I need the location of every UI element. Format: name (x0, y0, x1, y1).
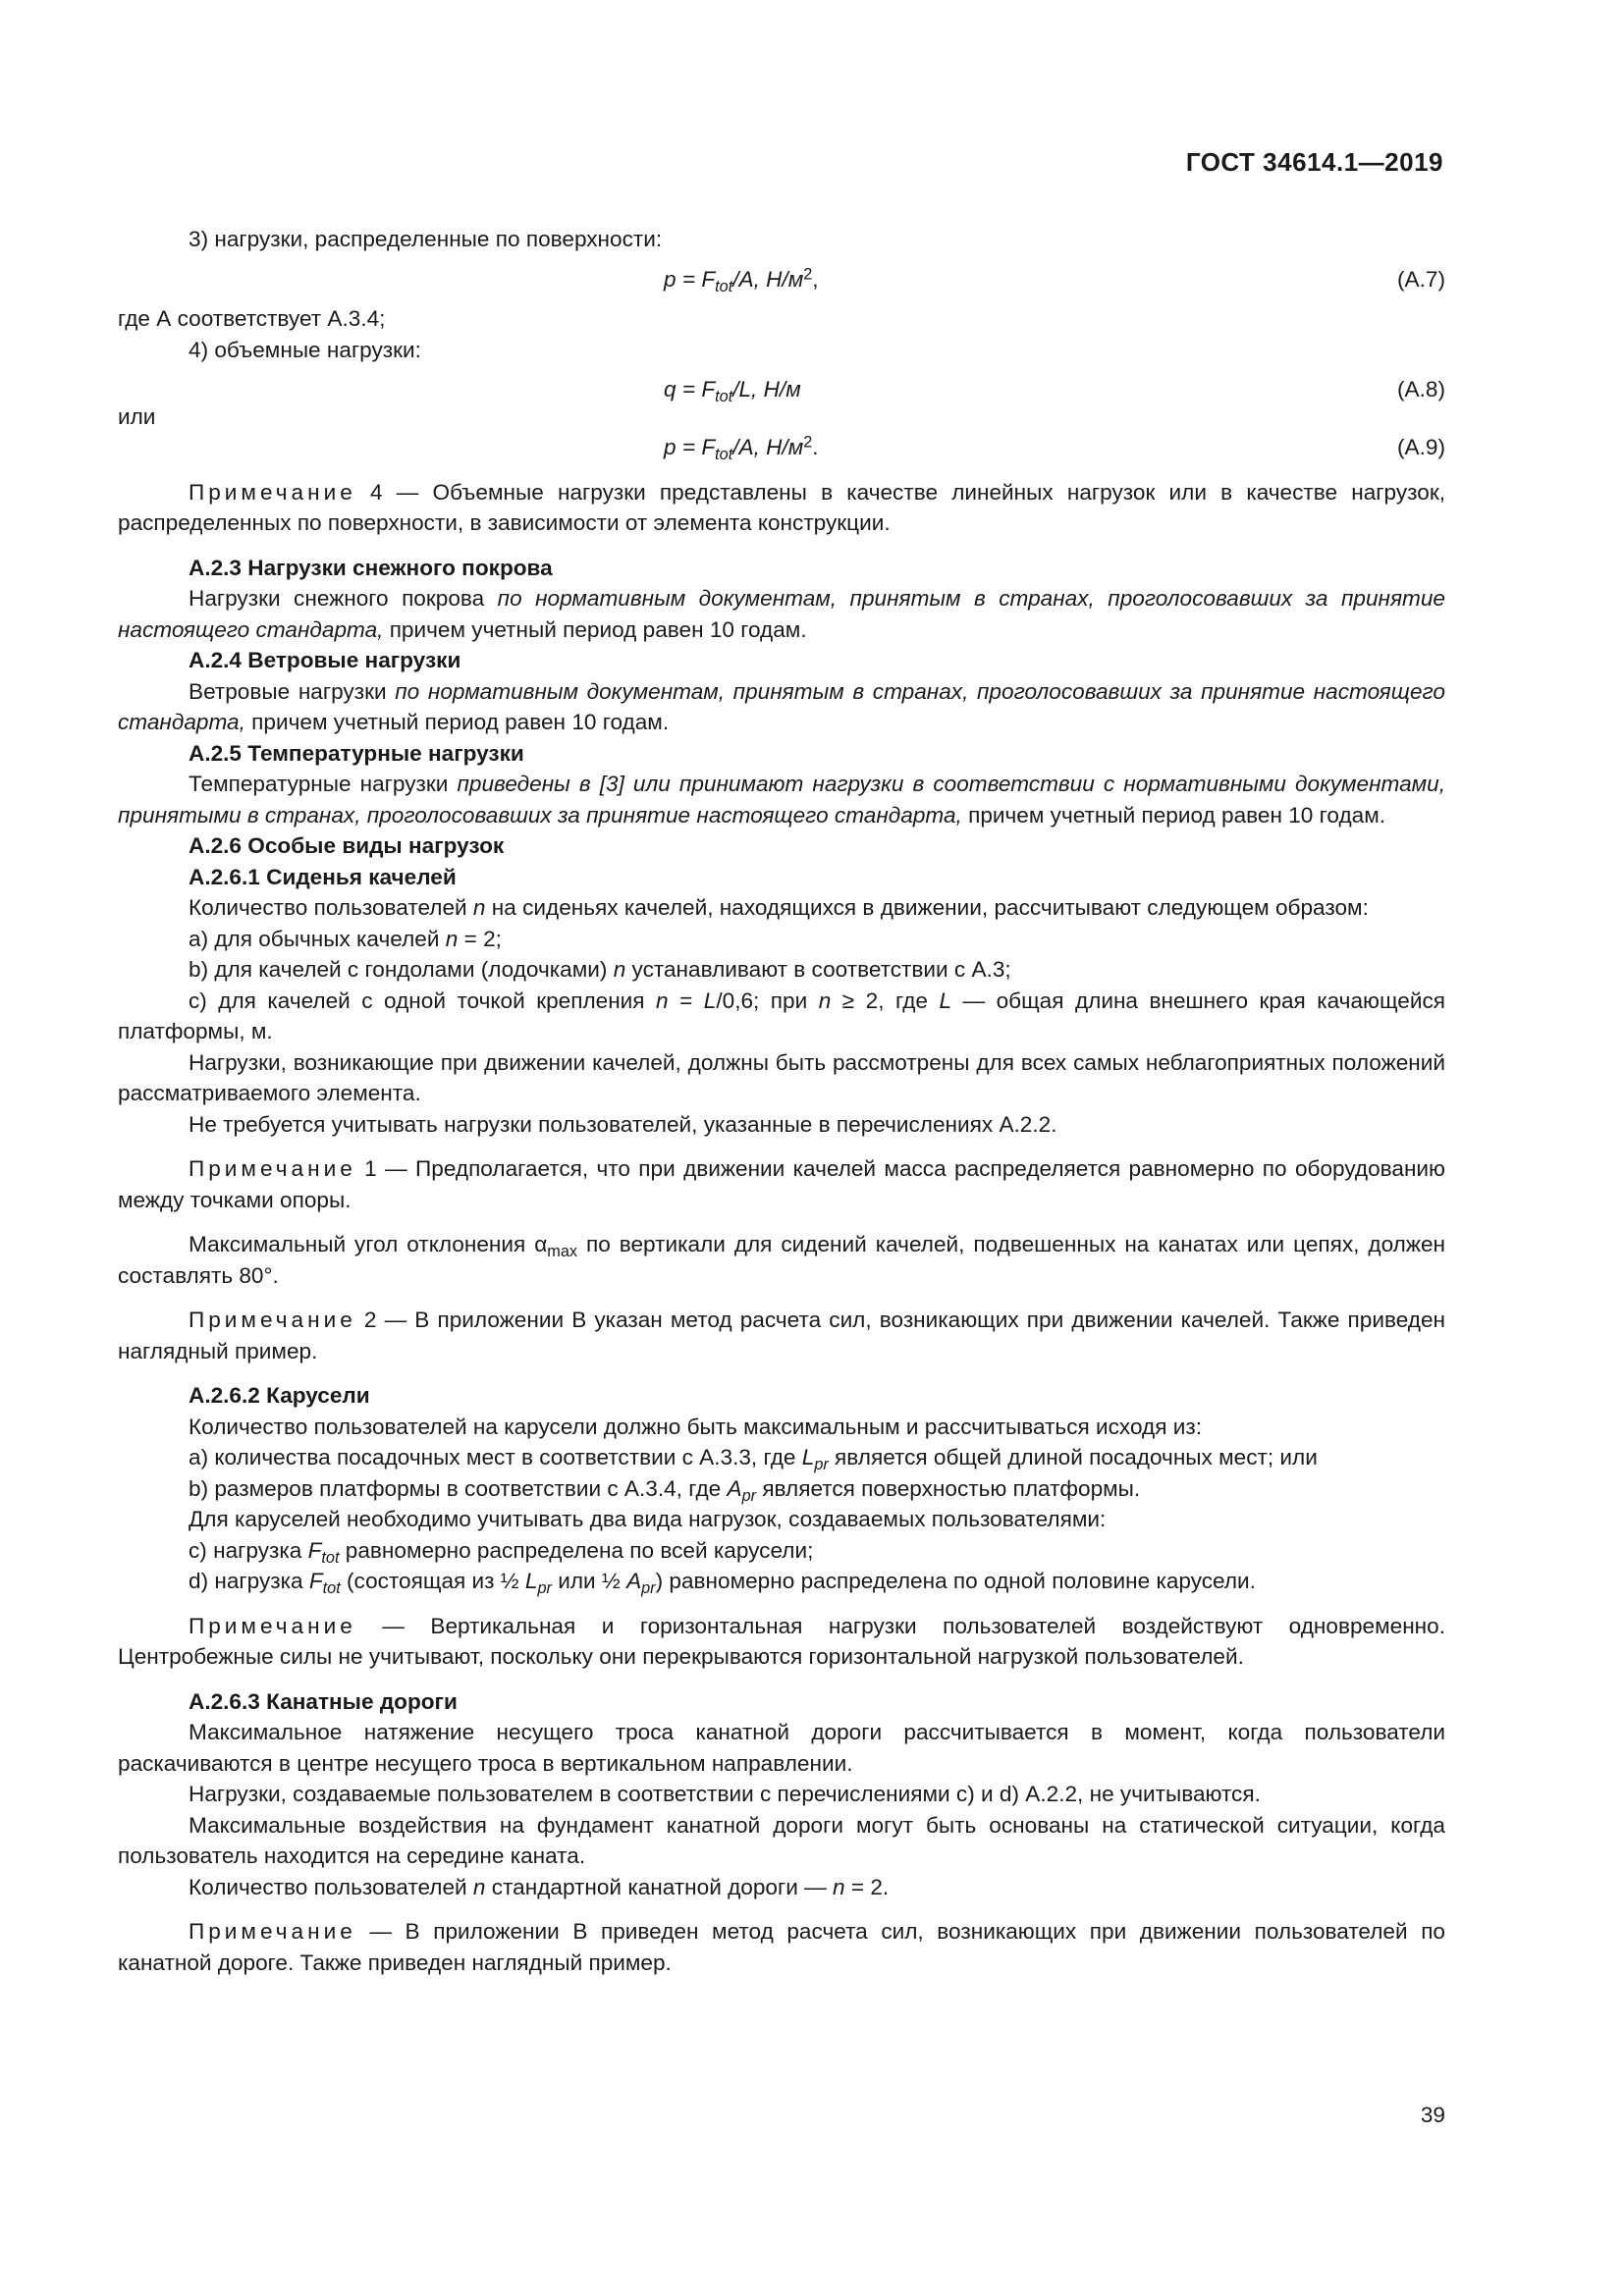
equation-a9 (118, 432, 1445, 463)
page-number: 39 (1420, 2103, 1445, 2127)
a2261-alpha-para: Максимальный угол отклонения $\alpha_{max}$ по вертикали для сидений качелей, подвешенных на канатах или цепях, должен составлять 80°. (118, 1232, 1445, 1288)
equation-a8-number: (А.8) (1397, 377, 1445, 401)
equation-a7-formula: $p = F_{tot}/A$, $Н/м^2$, (664, 265, 819, 295)
equation-a9-formula: $p = F_{tot}/A$, $Н/м^2$. (664, 433, 819, 463)
or-word: или (118, 403, 156, 429)
a2262-item-b: b) размеров платформы в соответствии с А.3.4, где $A_{pr}$ является поверхностью платформы. (189, 1475, 1141, 1505)
list-item-3: 3) нагрузки, распределенные по поверхности: (189, 227, 663, 251)
a2261-note-1: Примечание 1 — Предполагается, что при движении качелей масса распределяется равномерно по оборудованию между точками опоры. (118, 1156, 1445, 1212)
a2261-item-a: а) для обычных качелей n = 2; (189, 926, 502, 951)
section-heading-a225: А.2.5 Температурные нагрузки (189, 740, 524, 766)
equation-a7 (118, 264, 1445, 295)
section-heading-a224: А.2.4 Ветровые нагрузки (189, 648, 461, 672)
where-clause: где А соответствует А.3.4; (118, 306, 386, 331)
list-item-4: 4) объемные нагрузки: (189, 337, 421, 362)
section-heading-a2262: А.2.6.2 Карусели (189, 1383, 370, 1408)
a2261-item-b: b) для качелей с гондолами (лодочками) n устанавливают в соответствии с А.3; (189, 957, 1011, 982)
a2262-note: Примечание — Вертикальная и горизонтальная нагрузки пользователей воздействуют одновременно. Центробежные силы не учитывают, поскольку они перекрываются горизонтальной нагрузкой пользователей. (118, 1613, 1445, 1669)
a2262-item-d: d) нагрузка $F_{tot}$ (состоящая из ½ $L_{pr}$ или ½ $A_{pr}$) равномерно распределена по одной половине карусели. (189, 1569, 1256, 1597)
section-heading-a2261: А.2.6.1 Сиденья качелей (189, 864, 457, 889)
a2261-note-2: Примечание 2 — В приложении В указан метод расчета сил, возникающих при движении качелей. Также приведен наглядный пример. (118, 1308, 1445, 1363)
a2261-para-1: Нагрузки, возникающие при движении качелей, должны быть рассмотрены для всех самых неблагоприятных положений рассматриваемого элемента. (118, 1049, 1445, 1105)
section-a224-text: Ветровые нагрузки по нормативным документам, принятым в странах, проголосовавших за принятие настоящего стандарта, причем учетный период равен 10 годам. (118, 678, 1445, 734)
a2261-para-2: Не требуется учитывать нагрузки пользователей, указанные в перечислениях А.2.2. (189, 1111, 1057, 1137)
section-heading-a226: А.2.6 Особые виды нагрузок (189, 833, 505, 858)
equation-a7-number: (А.7) (1397, 266, 1445, 292)
a2263-para-2: Нагрузки, создаваемые пользователем в соответствии с перечислениями с) и d) А.2.2, не учитываются. (189, 1782, 1261, 1806)
a2262-item-a: а) количества посадочных мест в соответствии с А.3.3, где $L_{pr}$ является общей длиной посадочных мест; или (189, 1445, 1318, 1473)
equation-a9-number: (А.9) (1397, 435, 1445, 459)
section-heading-a2263: А.2.6.3 Канатные дороги (189, 1688, 458, 1714)
a2261-item-c: с) для качелей с одной точкой крепления n = L/0,6; при n ≥ 2, где L — общая длина внешнего края качающейся платформы, м. (118, 988, 1446, 1043)
a2262-para-2: Для каруселей необходимо учитывать два вида нагрузок, создаваемых пользователями: (189, 1507, 1107, 1531)
document-header: ГОСТ 34614.1—2019 (1185, 147, 1443, 177)
section-a225-text: Температурные нагрузки приведены в [3] или принимают нагрузки в соответствии с нормативными документами, принятыми в странах, проголосовавших за принятие настоящего стандарта, причем учетный период равен 10 годам. (118, 772, 1445, 828)
a2263-note: Примечание — В приложении В приведен метод расчета сил, возникающих при движении пользователей по канатной дороге. Также приведен наглядный пример. (118, 1919, 1445, 1975)
equation-a8-formula: $q = F_{tot}/L$, Н/м (664, 377, 801, 405)
note-4: Примечание 4 — Объемные нагрузки представлены в качестве линейных нагрузок или в качестве нагрузок, распределенных по поверхности, в зависимости от элемента конструкции. (118, 479, 1445, 535)
a2263-para-1: Максимальное натяжение несущего троса канатной дороги рассчитывается в момент, когда пользователи раскачиваются в центре несущего троса в вертикальном направлении. (118, 1720, 1445, 1776)
document-body (118, 224, 1445, 1978)
section-a223-text: Нагрузки снежного покрова по нормативным документам, принятым в странах, проголосовавших за принятие настоящего стандарта, причем учетный период равен 10 годам. (118, 586, 1445, 642)
section-heading-a223: А.2.3 Нагрузки снежного покрова (189, 555, 553, 580)
a2263-para-3: Максимальные воздействия на фундамент канатной дороги могут быть основаны на статической ситуации, когда пользователь находится на середине каната. (118, 1812, 1445, 1868)
a2262-item-c: с) нагрузка $F_{tot}$ равномерно распределена по всей карусели; (189, 1537, 814, 1567)
equation-a8 (118, 374, 1445, 405)
a2262-para-1: Количество пользователей на карусели должно быть максимальным и рассчитываться исходя из: (189, 1414, 1202, 1439)
a2263-para-4: Количество пользователей n стандартной канатной дороги — n = 2. (189, 1874, 890, 1899)
a2261-intro: Количество пользователей n на сиденьях качелей, находящихся в движении, рассчитывают следующем образом: (189, 895, 1369, 920)
